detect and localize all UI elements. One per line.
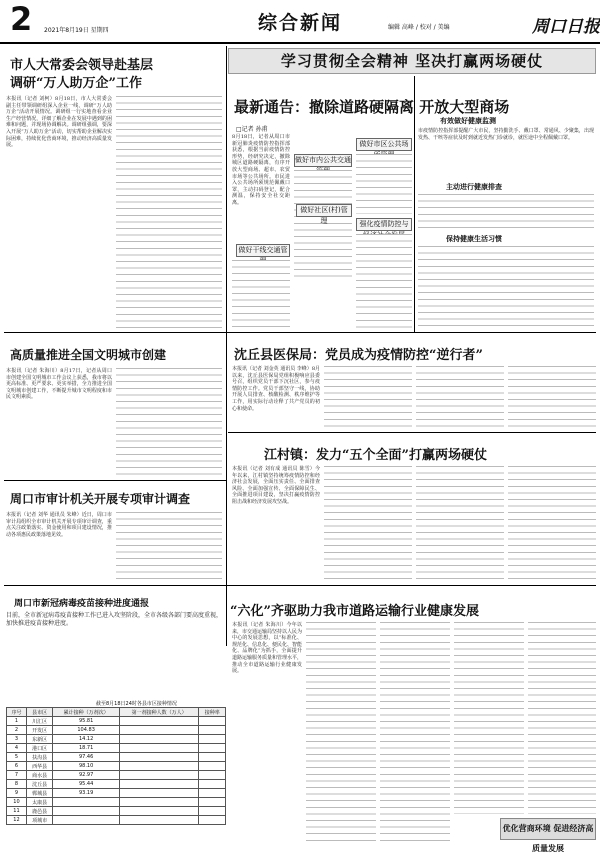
table-cell xyxy=(119,762,199,771)
table-cell: 12 xyxy=(7,816,27,825)
col-header: 县市区 xyxy=(26,708,53,717)
table-cell: 鹿邑县 xyxy=(26,807,53,816)
sidebar-body: 市疫情防控指挥部提醒广大市民，坚持勤洗手、戴口罩、常通风、少聚集，出现发热、干咳等症状及时到就近发热门诊就诊，就医途中全程佩戴口罩。 xyxy=(418,128,594,141)
table-cell: 10 xyxy=(7,798,27,807)
section-divider xyxy=(4,585,596,586)
table-cell: 1 xyxy=(7,717,27,726)
article-subhead: 做好市区公共场 xyxy=(356,138,412,151)
table-cell: 2 xyxy=(7,726,27,735)
table-cell: 开发区 xyxy=(26,726,53,735)
table-cell xyxy=(199,780,226,789)
section-divider xyxy=(228,432,596,433)
table-cell xyxy=(119,780,199,789)
footer-banner: 优化营商环境 促进经济高质量发展 xyxy=(500,818,596,840)
article-headline: 高质量推进全国文明城市创建 xyxy=(10,348,167,362)
table-cell xyxy=(119,717,199,726)
table-cell xyxy=(199,816,226,825)
table-cell: 郸城县 xyxy=(26,789,53,798)
table-cell: 4 xyxy=(7,744,27,753)
article-subhead: 做好干线交通管 xyxy=(236,244,290,257)
article-body-continued xyxy=(116,96,222,328)
table-cell xyxy=(53,816,119,825)
table-row xyxy=(7,735,226,744)
table-cell xyxy=(119,744,199,753)
table-cell: 5 xyxy=(7,753,27,762)
article-body-continued xyxy=(416,366,504,428)
article-body: 本报讯（记者 朱海川）今年以来，市交通运输局坚持以人民为中心的发展思想，以“标准化、规范化、信息化、便民化、智能化、品牌化”为抓手，全面提升道路运输服务质量和管理水平，推动全市道路运输行业健康发展。 xyxy=(232,622,303,675)
table-cell xyxy=(199,789,226,798)
article-body-continued xyxy=(528,622,596,814)
article-body: 本报讯（记者 刘金英 通讯员 李峰）8月以来，沈丘县医保局党组积极响应县委号召，组织党员干部下沉社区，参与疫情防控工作。党员干部坚守一线，协助开展人员排查、核酸检测、秩序维护等工作，用实际行动诠释了共产党员的初心和使命。 xyxy=(232,366,320,412)
table-cell: 9 xyxy=(7,789,27,798)
table-row xyxy=(7,762,226,771)
table-cell: 6 xyxy=(7,762,27,771)
table-cell: 扶沟县 xyxy=(26,753,53,762)
table-cell: 商水县 xyxy=(26,771,53,780)
article-body-continued xyxy=(508,366,596,428)
table-cell: 沈丘县 xyxy=(26,780,53,789)
sidebar-body-continued xyxy=(418,194,594,228)
table-cell xyxy=(119,798,199,807)
col-header: 第一剂接种人数（万人） xyxy=(119,708,199,717)
section-divider xyxy=(4,332,596,333)
table-cell xyxy=(119,789,199,798)
sidebar-subhead: 有效做好健康监测 xyxy=(440,117,496,125)
table-cell xyxy=(119,753,199,762)
table-cell xyxy=(199,762,226,771)
table-cell: 东新区 xyxy=(26,735,53,744)
table-cell: 104.83 xyxy=(53,726,119,735)
table-cell xyxy=(199,753,226,762)
article-body: 本报讯（记者 刘华 通讯员 朱峰）近日，周口市审计局组织全市审计机关开展专项审计调查，重点关注政策落实、资金使用和项目建设情况，推动各项惠民政策落地见效。 xyxy=(6,512,112,538)
article-headline: 周口市审计机关开展专项审计调查 xyxy=(10,492,191,506)
table-cell xyxy=(199,726,226,735)
table-row xyxy=(7,753,226,762)
col-header: 接种率 xyxy=(199,708,226,717)
table-cell: 太康县 xyxy=(26,798,53,807)
table-cell: 7 xyxy=(7,771,27,780)
table-cell: 西华县 xyxy=(26,762,53,771)
article-headline: 沈丘县医保局：党员成为疫情防控“逆行者” xyxy=(234,348,483,363)
table-cell: 项城市 xyxy=(26,816,53,825)
table-header-row xyxy=(7,708,226,717)
col-header: 累计接种（万剂次） xyxy=(53,708,119,717)
table-cell xyxy=(199,735,226,744)
table-cell: 18.71 xyxy=(53,744,119,753)
article-headline: 调研“万人助万企”工作 xyxy=(10,76,142,91)
table-cell: 95.81 xyxy=(53,717,119,726)
article-body-continued xyxy=(416,466,504,580)
article-body-continued xyxy=(356,154,412,214)
table-cell: 95.44 xyxy=(53,780,119,789)
article-body: 本报讯（记者 朱海川）8月17日，记者从周口市创建全国文明城市工作会议上获悉，我市将以更高标准、更严要求、更实举措，全力推进全国文明城市创建工作，不断提升城市文明程度和市民文明素质。 xyxy=(6,368,112,401)
table-cell: 港口区 xyxy=(26,744,53,753)
table-cell: 92.97 xyxy=(53,771,119,780)
date-line: 2021年8月19日 星期四 xyxy=(44,27,109,34)
table-cell xyxy=(53,798,119,807)
table-cell xyxy=(199,798,226,807)
sidebar-subhead: 主动进行健康排查 xyxy=(446,183,502,191)
table-cell: 8 xyxy=(7,780,27,789)
section-divider xyxy=(4,480,226,481)
table-row xyxy=(7,780,226,789)
article-body: 本报讯（记者 刘有成 通讯员 陈雪）今年以来，江村镇坚持统筹疫情防控和经济社会发展，全面压实责任、全面排查风险、全面加强宣传、全面保障民生、全面推进项目建设，坚决打赢疫情防控阻击战和经济发展攻坚战。 xyxy=(232,466,320,505)
article-subhead: 做好社区(村)管理 xyxy=(296,204,352,217)
article-body-continued xyxy=(232,260,290,328)
section-title: 综合新闻 xyxy=(258,12,343,34)
article-body-continued xyxy=(508,466,596,580)
table-cell xyxy=(53,807,119,816)
article-body: 8月18日，记者从周口市新冠肺炎疫情防控指挥部获悉，根据当前疫情防控形势，经研究决定，撤除城区道路硬隔离，有序开放大型商场、超市、农贸市场等公共场所。市民进入公共场所须规范佩戴口罩，主动扫码登记，配合测温，保持安全社交距离。 xyxy=(232,134,290,206)
article-body-continued xyxy=(116,512,222,580)
table-cell xyxy=(119,771,199,780)
table-cell xyxy=(119,807,199,816)
masthead xyxy=(0,0,600,44)
article-headline: 市人大常委会领导赴基层 xyxy=(10,58,154,73)
theme-banner: 学习贯彻全会精神 坚决打赢两场硬仗 xyxy=(228,48,596,74)
article-headline: 江村镇：发力“五个全面”打赢两场硬仗 xyxy=(264,448,487,463)
article-body: 本报讯（记者 刘柯）8月18日，市人大常委会副主任带领调研组深入企业一线，调研“万人助万企”活动开展情况。调研组一行实地查看企业生产经营情况，详细了解企业在发展中遇到的困难和问题，并现场协调解决。调研组强调，要深入开展“万人助万企”活动，切实帮助企业解决实际困难，持续优化营商环境，推动经济高质量发展。 xyxy=(6,96,112,149)
article-subhead: 做好市内公共交通 xyxy=(294,154,352,167)
table-row xyxy=(7,798,226,807)
table-cell xyxy=(199,717,226,726)
article-subhead: 强化疫情防控与 xyxy=(356,218,412,231)
article-body-continued xyxy=(380,622,450,842)
col-header: 序号 xyxy=(7,708,27,717)
article-headline: 最新通告：撤除道路硬隔离 开放大型商场 xyxy=(234,98,510,116)
table-cell xyxy=(119,735,199,744)
article-body-continued xyxy=(324,366,412,428)
article-headline: “六化”齐驱助力我市道路运输行业健康发展 xyxy=(230,604,479,619)
vaccine-report-title: 周口市新冠病毒疫苗接种进度通报 xyxy=(14,599,150,609)
table-cell: 11 xyxy=(7,807,27,816)
table-cell: 川汇区 xyxy=(26,717,53,726)
table-row xyxy=(7,789,226,798)
article-body-continued xyxy=(356,234,412,328)
table-row xyxy=(7,816,226,825)
table-cell xyxy=(119,726,199,735)
article-body-continued xyxy=(116,368,222,476)
table-cell: 97.46 xyxy=(53,753,119,762)
table-row xyxy=(7,726,226,735)
table-cell xyxy=(119,816,199,825)
column-divider xyxy=(226,46,227,646)
table-row xyxy=(7,744,226,753)
editor-credits: 编辑 高峰 / 校对 / 美编 xyxy=(388,24,450,31)
table-cell xyxy=(199,771,226,780)
table-row xyxy=(7,717,226,726)
table-row xyxy=(7,771,226,780)
article-body-continued xyxy=(454,622,524,814)
table-caption: 截至8月18日24时各县市区接种情况 xyxy=(96,701,177,707)
table-cell xyxy=(199,807,226,816)
page-number: 2 xyxy=(10,0,33,38)
article-body-continued xyxy=(306,622,376,842)
vaccination-progress-table xyxy=(6,707,226,825)
table-cell: 14.12 xyxy=(53,735,119,744)
table-row xyxy=(7,807,226,816)
table-cell: 93.19 xyxy=(53,789,119,798)
article-body-continued xyxy=(324,466,412,580)
sidebar-subhead: 保持健康生活习惯 xyxy=(446,235,502,243)
article-byline: □记者 孙甫 xyxy=(236,126,268,133)
table-cell: 3 xyxy=(7,735,27,744)
table-cell: 98.10 xyxy=(53,762,119,771)
sidebar-body-continued xyxy=(418,246,594,328)
table-cell xyxy=(199,744,226,753)
newspaper-logo: 周口日报 xyxy=(532,17,600,37)
vaccine-report-intro: 目前，全市新冠病毒疫苗接种工作已进入攻坚阶段，全市各级各部门要高度重视，加快推进疫苗接种进度。 xyxy=(6,612,223,627)
